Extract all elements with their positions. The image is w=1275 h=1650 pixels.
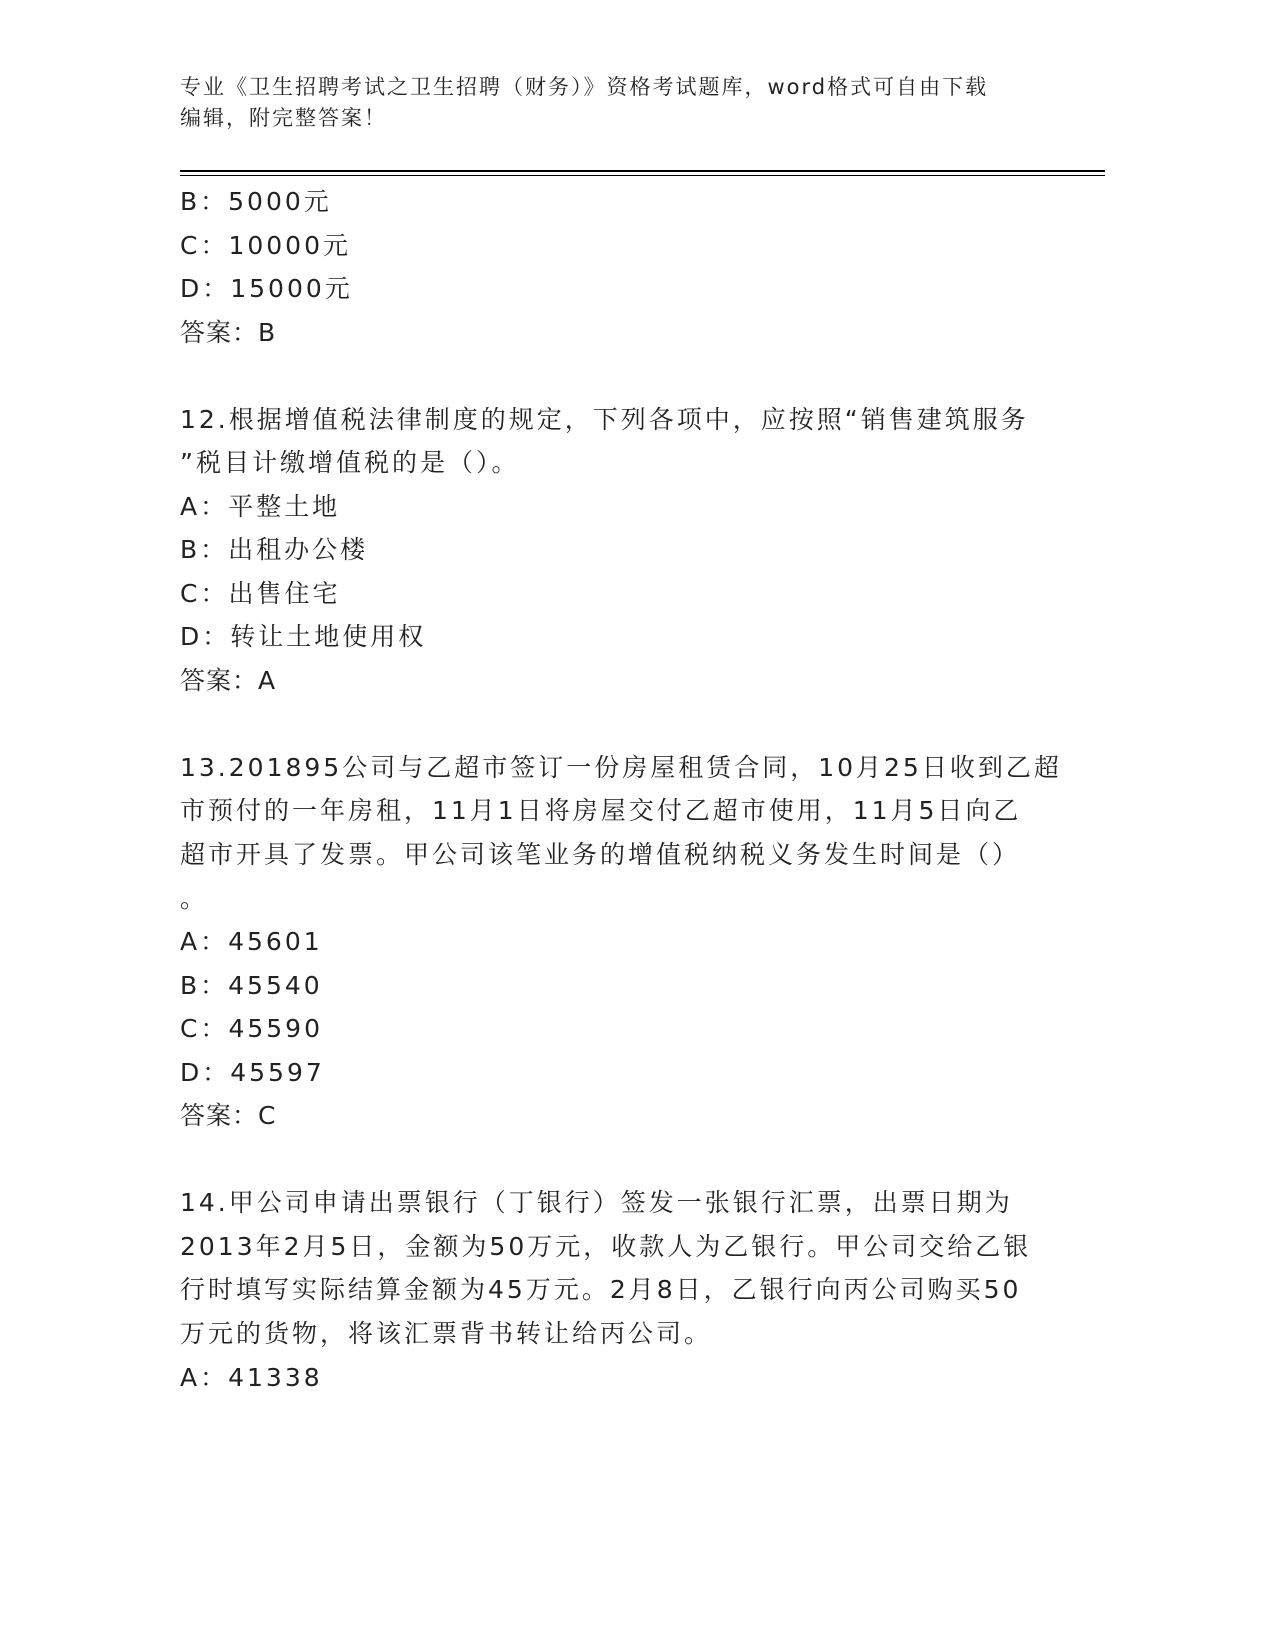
- option: D：转让土地使用权: [180, 622, 427, 651]
- option: C：10000元: [180, 231, 351, 260]
- question-stem: 13.201895公司与乙超市签订一份房屋租赁合同，10月25日收到乙超: [180, 753, 1062, 782]
- header-line: 编辑，附完整答案！: [180, 106, 387, 130]
- question-stem: 行时填写实际结算金额为45万元。2月8日，乙银行向丙公司购买50: [180, 1275, 1022, 1304]
- answer: 答案：B: [180, 318, 277, 347]
- question-stem: 市预付的一年房租，11月1日将房屋交付乙超市使用，11月5日向乙: [180, 796, 1022, 825]
- answer: 答案：C: [180, 1101, 277, 1130]
- header-line: 专业《卫生招聘考试之卫生招聘（财务）》资格考试题库，word格式可自由下载: [180, 75, 989, 99]
- option: A：平整土地: [180, 492, 341, 521]
- option: D：45597: [180, 1058, 325, 1087]
- question-stem: 超市开具了发票。甲公司该笔业务的增值税纳税义务发生时间是（）: [180, 840, 1021, 869]
- option: A：41338: [180, 1363, 323, 1392]
- question-stem: 14.甲公司申请出票银行（丁银行）签发一张银行汇票，出票日期为: [180, 1188, 1013, 1217]
- header-divider: [180, 175, 1105, 176]
- option: B：5000元: [180, 187, 332, 216]
- header-divider: [180, 170, 1105, 172]
- question-stem: 万元的货物，将该汇票背书转让给丙公司。: [180, 1319, 713, 1348]
- answer: 答案：A: [180, 666, 277, 695]
- option: C：45590: [180, 1014, 323, 1043]
- option: B：出租办公楼: [180, 535, 369, 564]
- option: A：45601: [180, 927, 323, 956]
- question-stem: 2013年2月5日，金额为50万元，收款人为乙银行。甲公司交给乙银: [180, 1232, 1032, 1261]
- option: C：出售住宅: [180, 579, 341, 608]
- question-stem: 12.根据增值税法律制度的规定，下列各项中，应按照“销售建筑服务: [180, 405, 1029, 434]
- question-stem: 。: [180, 884, 209, 913]
- option: B：45540: [180, 971, 323, 1000]
- question-stem: ”税目计缴增值税的是（）。: [180, 448, 520, 477]
- option: D：15000元: [180, 274, 353, 303]
